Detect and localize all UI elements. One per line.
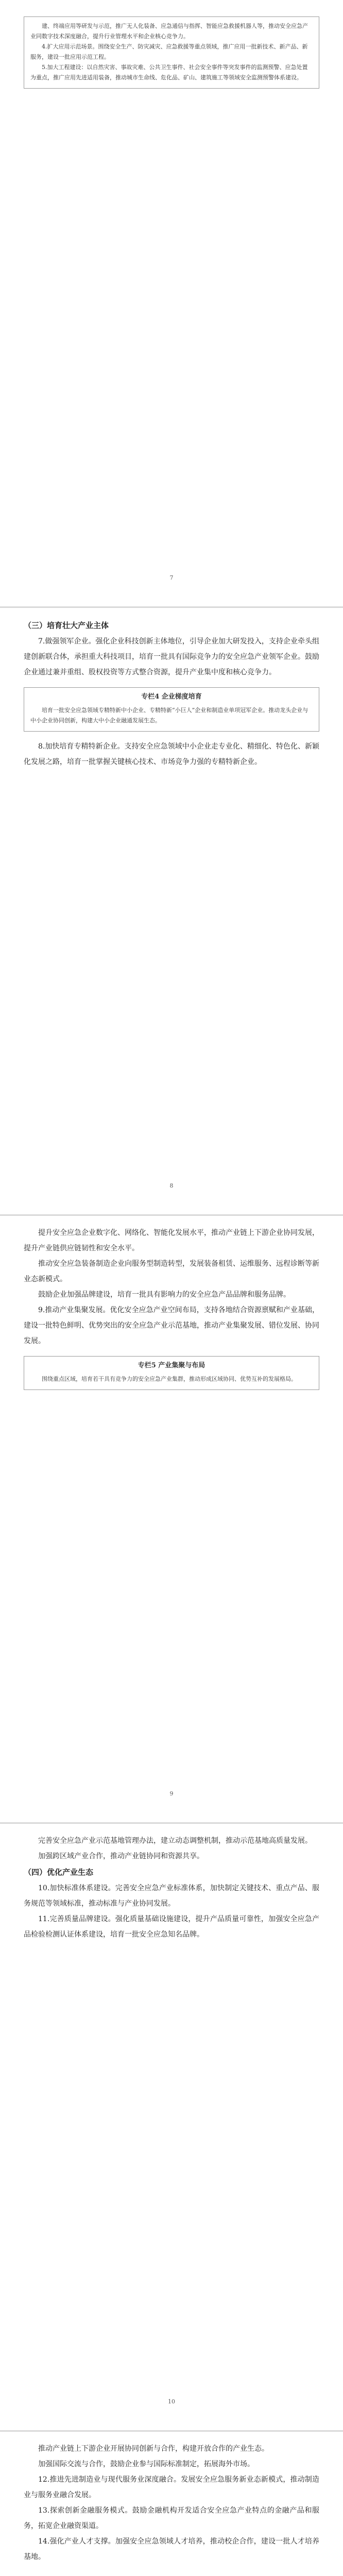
box-paragraph: 培育一批安全应急领域专精特新中小企业、专精特新“小巨人”企业和制造业单项冠军企业。推动龙头企业与中小企业协同创新，构建大中小企业融通发展生态。 bbox=[30, 707, 308, 724]
special-box-tail bbox=[24, 16, 319, 89]
paragraph: 加强跨区域产业合作，推动产业链协同和资源共享。 bbox=[38, 1852, 204, 1860]
page-7 bbox=[0, 0, 343, 608]
paragraph: 12.推进先进制造业与现代服务业深度融合。发展安全应急服务新业态新模式，推动制造业与服务业融合发展。 bbox=[24, 2476, 319, 2499]
paragraph: 提升安全应急企业数字化、网络化、智能化发展水平，推动产业链上下游企业协同发展，提升产业链供应链韧性和安全水平。 bbox=[24, 1229, 319, 1252]
page-number: 7 bbox=[169, 574, 174, 581]
box-paragraph: 围绕重点区域，培育若干具有竞争力的安全应急产业集群，推动形成区域协同、优势互补的发展格局。 bbox=[42, 1376, 297, 1382]
section-heading: （三）培育壮大产业主体 bbox=[24, 621, 109, 630]
box-paragraph: 建、终端应用等研发与示范，推广无人化装备、应急通信与指挥、智能应急救援机器人等，推动安全应急产业同数字技术深度融合，提升行业管理水平和企业核心竞争力。 bbox=[30, 23, 308, 40]
special-box-4 bbox=[24, 687, 319, 732]
box-paragraph: 4.扩大应用示范场景。围绕安全生产、防灾减灾、应急救援等重点领域，推广应用一批新技术、新产品、新服务，建设一批应用示范工程。 bbox=[30, 43, 308, 60]
paragraph: 11.完善质量品牌建设。强化质量基础设施建设，提升产品质量可靠性，加强安全应急产品检验检测认证体系建设，培育一批安全应急知名品牌。 bbox=[24, 1915, 319, 1939]
page-9 bbox=[0, 1216, 343, 1824]
page-11 bbox=[0, 2432, 343, 2576]
special-box-5 bbox=[24, 1356, 319, 1390]
paragraph: 10.加快标准体系建设。完善安全应急产业标准体系，加快制定关键技术、重点产品、服务规范等领域标准，推动标准与产业协同发展。 bbox=[24, 1884, 319, 1908]
box-title: 专栏4 企业梯度培育 bbox=[141, 693, 202, 701]
page-number: 8 bbox=[169, 1182, 174, 1189]
paragraph: 13.探索创新金融服务模式。鼓励金融机构开发适合安全应急产业特点的金融产品和服务，拓宽企业融资渠道。 bbox=[24, 2506, 319, 2530]
section-heading: （四）优化产业生态 bbox=[24, 1868, 94, 1877]
page-number: 10 bbox=[168, 2398, 175, 2405]
paragraph: 推动安全应急装备制造企业向服务型制造转型，发展装备租赁、运维服务、远程诊断等新业态新模式。 bbox=[24, 1260, 319, 1283]
paragraph: 完善安全应急产业示范基地管理办法，建立动态调整机制，推动示范基地高质量发展。 bbox=[38, 1837, 312, 1845]
paragraph: 推动产业链上下游企业开展协同创新与合作，构建开放合作的产业生态。 bbox=[38, 2445, 269, 2453]
paragraph: 加强国际交流与合作，鼓励企业参与国际标准制定，拓展海外市场。 bbox=[38, 2460, 254, 2468]
paragraph: 鼓励企业加强品牌建设，培育一批具有影响力的安全应急产品品牌和服务品牌。 bbox=[38, 1291, 290, 1299]
paragraph: 8.加快培育专精特新企业。支持安全应急领域中小企业走专业化、精细化、特色化、新颖化发展之路，培育一批掌握关键核心技术、市场竞争力强的专精特新企业。 bbox=[24, 742, 319, 766]
box-title: 专栏5 产业集聚与布局 bbox=[138, 1362, 205, 1369]
page-8 bbox=[0, 608, 343, 1216]
paragraph: 14.强化产业人才支撑。加强安全应急领域人才培养，推动校企合作，建设一批人才培养基地。 bbox=[24, 2537, 319, 2561]
page-number: 9 bbox=[169, 1790, 174, 1797]
page-10 bbox=[0, 1824, 343, 2432]
paragraph: 9.推动产业集聚发展。优化安全应急产业空间布局，支持各地结合资源禀赋和产业基础，建设一批特色鲜明、优势突出的安全应急产业示范基地，推动产业集聚发展、错位发展、协同发展。 bbox=[24, 1306, 319, 1345]
paragraph: 7.做强领军企业。强化企业科技创新主体地位，引导企业加大研发投入，支持企业牵头组建创新联合体，承担重大科技项目，培育一批具有国际竞争力的安全应急产业领军企业。鼓励企业通过兼并重组、股权投资等方式整合资源，提升产业集中度和核心竞争力。 bbox=[24, 637, 319, 676]
box-paragraph: 5.加大工程建设：以自然灾害、事故灾难、公共卫生事件、社会安全事件等突发事件的监测预警、应急处置为重点，推广应用先进适用装备，推动城市生命线、危化品、矿山、建筑施工等领域安全监测预警体系建设。 bbox=[30, 64, 308, 81]
